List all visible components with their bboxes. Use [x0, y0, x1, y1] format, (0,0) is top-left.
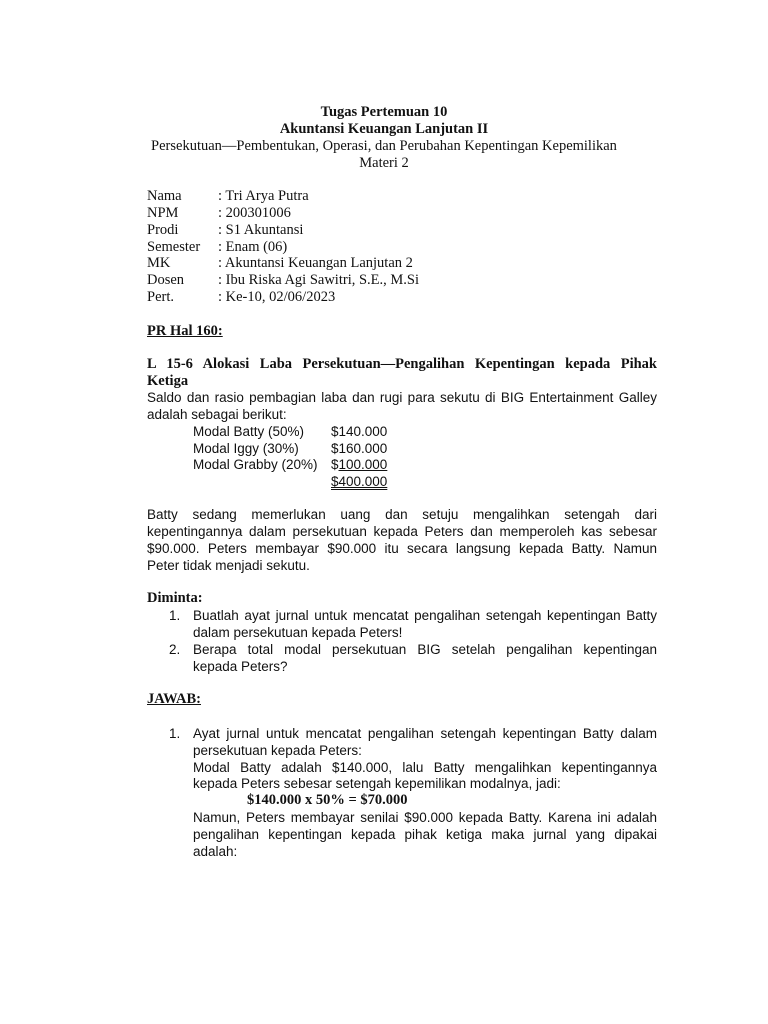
exercise-paragraph-line: Peter tidak menjadi sekutu.	[147, 558, 310, 573]
jawab-line: kepada Peters sebesar setengah kepemilikan modalnya, jadi:	[193, 776, 561, 791]
identity-label: Dosen	[147, 272, 185, 288]
capital-amount	[331, 456, 387, 473]
topic-line: Persekutuan—Pembentukan, Operasi, dan Perubahan Kepentingan Kepemilikan	[151, 138, 617, 154]
diminta-item-line: Buatlah ayat jurnal untuk mencatat pengalihan setengah kepentingan Batty	[193, 608, 657, 623]
jawab-line: Ayat jurnal untuk mencatat pengalihan setengah kepentingan Batty dalam	[193, 726, 657, 741]
identity-label: MK	[147, 255, 171, 271]
document-title: Tugas Pertemuan 10	[320, 104, 448, 120]
exercise-title: L 15-6 Alokasi Laba Persekutuan—Pengalihan Kepentingan kepada Pihak	[147, 356, 657, 372]
identity-label: NPM	[147, 205, 179, 221]
jawab-heading: JAWAB:	[147, 691, 201, 707]
diminta-item-line: dalam persekutuan kepada Peters!	[193, 625, 403, 640]
identity-value: : S1 Akuntansi	[218, 222, 304, 238]
exercise-title-cont: Ketiga	[147, 373, 189, 389]
identity-value: : Tri Arya Putra	[218, 188, 309, 204]
identity-label: Prodi	[147, 222, 179, 238]
exercise-intro: Saldo dan rasio pembagian laba dan rugi para sekutu di BIG Entertainment Galley	[147, 390, 657, 405]
diminta-heading: Diminta:	[147, 590, 203, 606]
capital-amount: $140.000	[331, 424, 388, 439]
diminta-item-line: kepada Peters?	[193, 659, 288, 674]
capital-label: Modal Iggy (30%)	[193, 441, 299, 456]
jawab-line: pengalihan kepentingan kepada pihak ketiga maka jurnal yang dipakai	[193, 827, 657, 842]
capital-total: $400.000	[331, 474, 388, 489]
identity-value: : Akuntansi Keuangan Lanjutan 2	[218, 255, 413, 271]
course-title: Akuntansi Keuangan Lanjutan II	[279, 121, 489, 137]
pr-heading: PR Hal 160:	[147, 323, 223, 339]
capital-label: Modal Grabby (20%)	[193, 457, 318, 472]
list-number: 1.	[169, 726, 181, 741]
materi-line: Materi 2	[359, 155, 409, 171]
capital-label: Modal Batty (50%)	[193, 424, 305, 439]
jawab-line: Namun, Peters membayar senilai $90.000 kepada Batty. Karena ini adalah	[193, 810, 657, 825]
exercise-paragraph-line: $90.000. Peters membayar $90.000 itu secara langsung kepada Batty. Namun	[147, 541, 657, 556]
underlined-amount: 100.000	[338, 457, 388, 472]
identity-value: : Ke-10, 02/06/2023	[218, 289, 336, 305]
list-number: 1.	[169, 608, 181, 623]
currency-symbol: $	[331, 457, 339, 472]
identity-value: : Ibu Riska Agi Sawitri, S.E., M.Si	[218, 272, 420, 288]
capital-amount: $160.000	[331, 441, 388, 456]
identity-label: Pert.	[147, 289, 174, 305]
identity-label: Nama	[147, 188, 182, 204]
identity-value: : Enam (06)	[218, 239, 288, 255]
exercise-intro-cont: adalah sebagai berikut:	[147, 407, 287, 422]
identity-label: Semester	[147, 239, 201, 255]
jawab-line: Modal Batty adalah $140.000, lalu Batty mengalihkan kepentingannya	[193, 760, 657, 775]
exercise-paragraph-line: kepentingannya dalam persekutuan kepada Peters dan memperoleh kas sebesar	[147, 524, 657, 539]
calculation-formula: $140.000 x 50% = $70.000	[247, 792, 408, 808]
exercise-paragraph-line: Batty sedang memerlukan uang dan setuju mengalihkan setengah dari	[147, 507, 657, 522]
jawab-line: adalah:	[193, 844, 238, 859]
list-number: 2.	[169, 642, 181, 657]
diminta-item-line: Berapa total modal persekutuan BIG setelah pengalihan kepentingan	[193, 642, 657, 657]
identity-value: : 200301006	[218, 205, 291, 221]
jawab-line: persekutuan kepada Peters:	[193, 743, 362, 758]
